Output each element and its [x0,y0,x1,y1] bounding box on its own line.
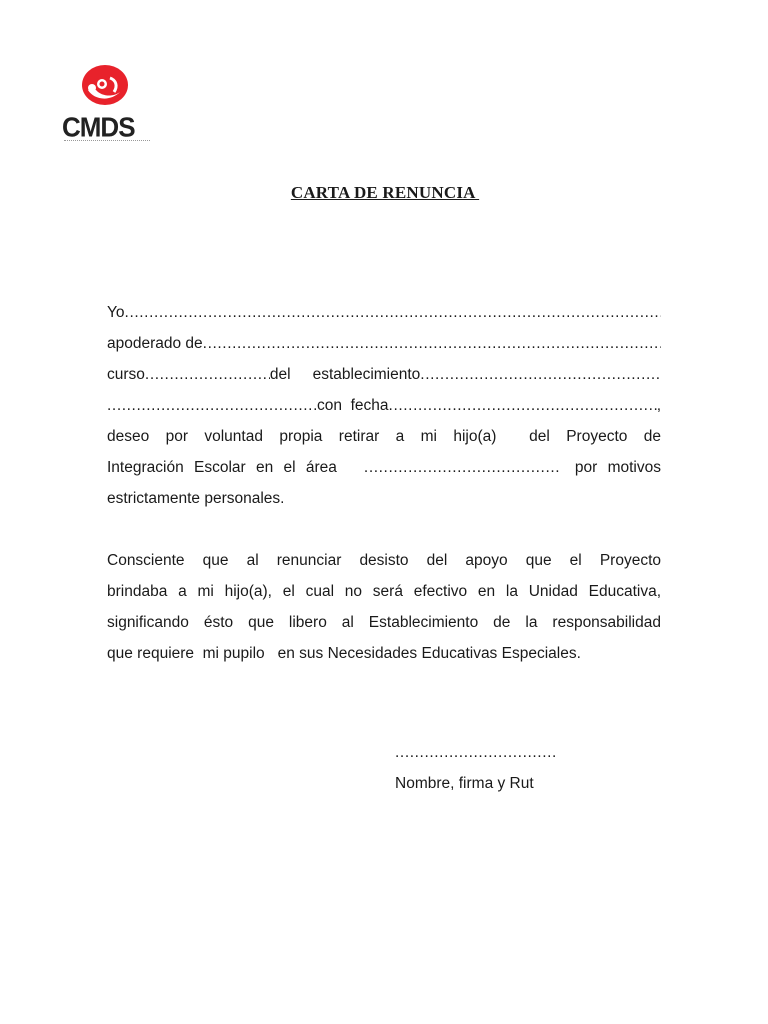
fill-in-blank[interactable] [203,328,661,359]
field-line-area[interactable] [107,452,661,483]
field-line-apoderado[interactable] [107,328,661,359]
field-label: Yo [107,304,125,321]
cmds-logo-icon [80,64,128,108]
fill-in-blank[interactable] [389,390,657,421]
field-line-fecha[interactable] [107,390,661,421]
paragraph2-line2: brindaba a mi hijo(a), el cual no será efectivo en la Unidad Educativa, [107,583,661,600]
field-label: establecimiento [312,366,421,383]
paragraph-spacer [107,514,661,545]
field-label: curso [107,366,145,383]
paragraph2-line3: significando ésto que libero al Establecimiento de la responsabilidad [107,614,661,631]
fill-in-blank[interactable] [107,390,317,421]
field-label: Integración Escolar en el área [107,459,337,476]
paragraph2-line4: que requiere mi pupilo en sus Necesidades Educativas Especiales. [107,645,581,662]
fill-in-blank[interactable] [125,297,661,328]
signature-label: Nombre, firma y Rut [395,775,534,792]
punctuation: , [656,397,661,414]
title-text: CARTA DE RENUNCIA [290,183,480,202]
field-line-yo[interactable] [107,297,661,328]
cmds-logo-text: CMDS [62,111,135,143]
field-line-curso[interactable] [107,359,661,390]
cmds-logo [60,64,152,146]
paragraph1-line1: deseo por voluntad propia retirar a mi hijo(a) del Proyecto de [107,428,661,445]
signature-block [395,737,557,799]
field-label: con fecha [317,397,389,414]
signature-blank[interactable] [395,737,557,768]
letter-body [107,297,661,669]
paragraph2-line1: Consciente que al renunciar desisto del apoyo que el Proyecto [107,552,661,569]
document-title [0,183,768,203]
field-label: por motivos [574,459,661,476]
field-label: apoderado de [107,335,203,352]
paragraph1-line3: estrictamente personales. [107,490,285,507]
fill-in-blank[interactable] [145,359,270,390]
field-label: del [269,366,291,383]
logo-tagline [64,140,150,144]
fill-in-blank[interactable] [420,359,661,390]
fill-in-blank[interactable] [364,452,560,483]
